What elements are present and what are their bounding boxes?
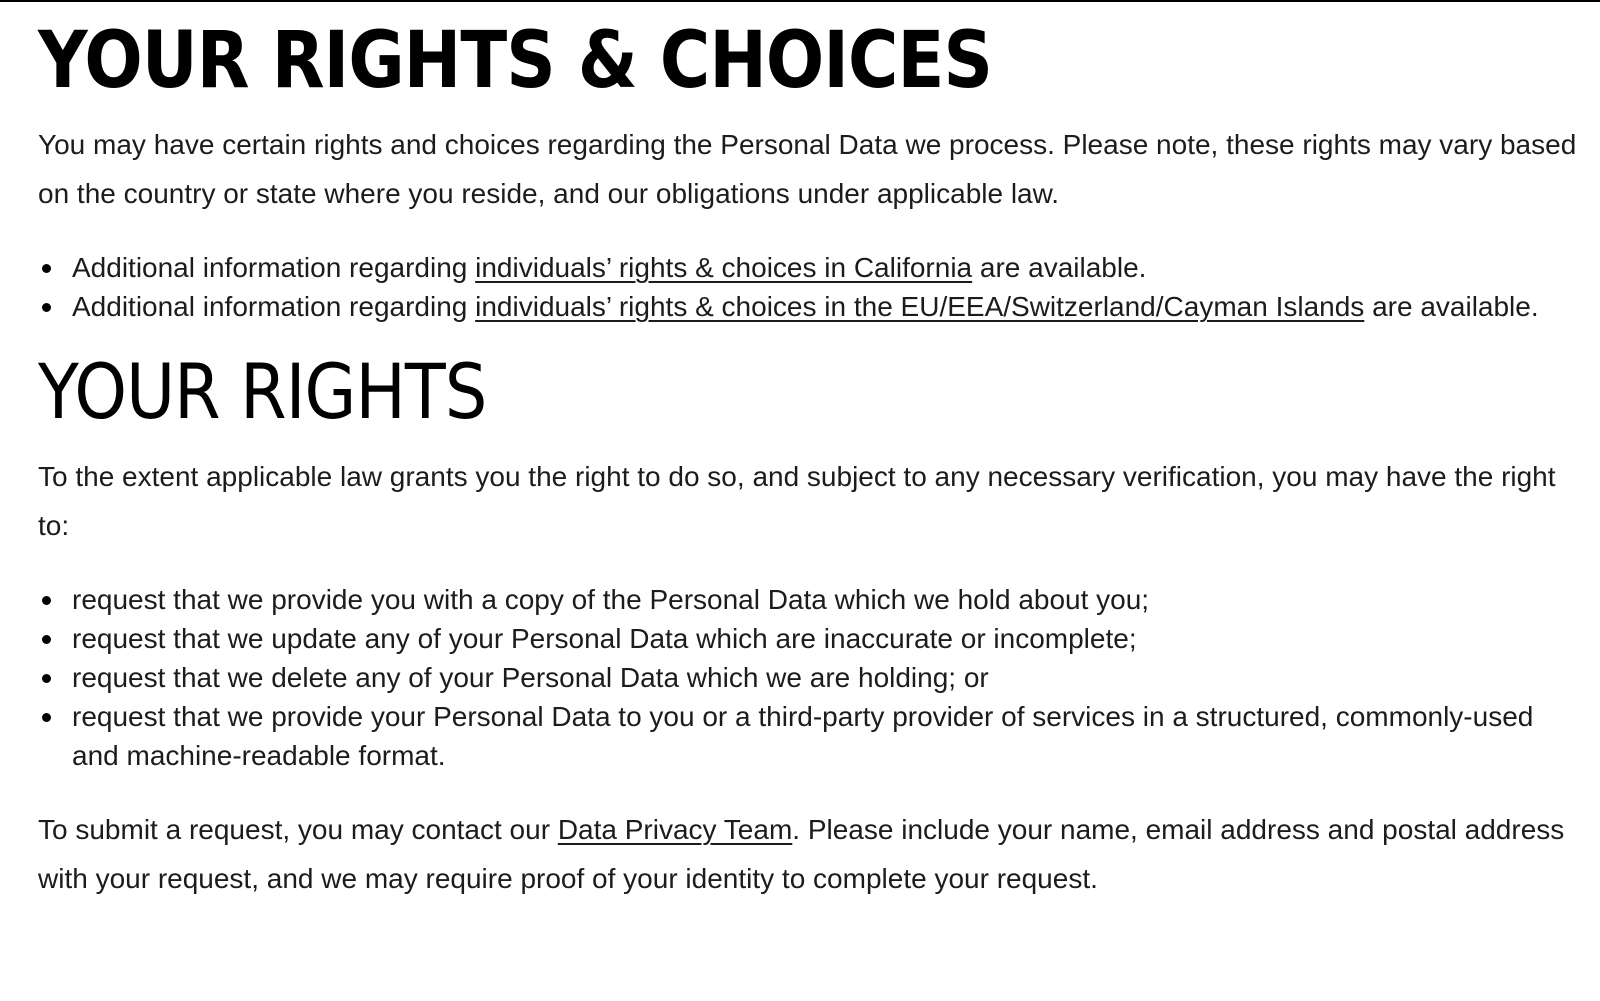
- rights-list: [38, 580, 1578, 775]
- california-rights-link[interactable]: individuals’ rights & choices in California: [475, 252, 973, 283]
- bullet-icon: [42, 635, 51, 644]
- list-item-text-after: are available.: [972, 252, 1147, 283]
- your-rights-intro: To the extent applicable law grants you the right to do so, and subject to any necessary verification, you may have the right to:: [38, 461, 1556, 541]
- list-item-text-after: are available.: [1364, 291, 1539, 322]
- data-privacy-team-link[interactable]: Data Privacy Team: [557, 814, 793, 845]
- list-item: [72, 287, 1578, 326]
- page-content: [38, 0, 1578, 903]
- closing-text-before: To submit a request, you may contact our: [38, 814, 558, 845]
- bullet-icon: [42, 303, 51, 312]
- submit-request-paragraph: [38, 805, 1578, 903]
- list-item-text: request that we delete any of your Personal Data which we are holding; or: [72, 662, 989, 693]
- list-item: [72, 248, 1578, 287]
- list-item-text: request that we provide your Personal Data to you or a third-party provider of services in a structured, commonly-used and machine-readable format.: [72, 701, 1534, 771]
- bullet-icon: [42, 596, 51, 605]
- rights-choices-intro: You may have certain rights and choices regarding the Personal Data we process. Please note, these rights may vary based on the country or state where you reside, and our obligations under applicable law.: [38, 129, 1577, 209]
- bullet-icon: [42, 713, 51, 722]
- list-item: [72, 580, 1578, 619]
- list-item: [72, 619, 1578, 658]
- bullet-icon: [42, 264, 51, 273]
- bullet-icon: [42, 674, 51, 683]
- list-item-text-before: Additional information regarding: [72, 291, 476, 322]
- rights-choices-heading: YOUR RIGHTS & CHOICES: [38, 16, 993, 106]
- eu-eea-rights-link[interactable]: individuals’ rights & choices in the EU/EEA/Switzerland/Cayman Islands: [475, 291, 1365, 322]
- list-item-text-before: Additional information regarding: [72, 252, 476, 283]
- list-item-text: request that we provide you with a copy of the Personal Data which we hold about you;: [72, 584, 1150, 615]
- regional-info-list: [38, 248, 1578, 326]
- your-rights-heading: YOUR RIGHTS: [38, 347, 487, 436]
- list-item-text: request that we update any of your Personal Data which are inaccurate or incomplete;: [72, 623, 1137, 654]
- closing-text-after: . Please include your name, email address and postal address with your request, and we may require proof of your identity to complete your request.: [38, 814, 1565, 894]
- list-item: [72, 697, 1578, 775]
- list-item: [72, 658, 1578, 697]
